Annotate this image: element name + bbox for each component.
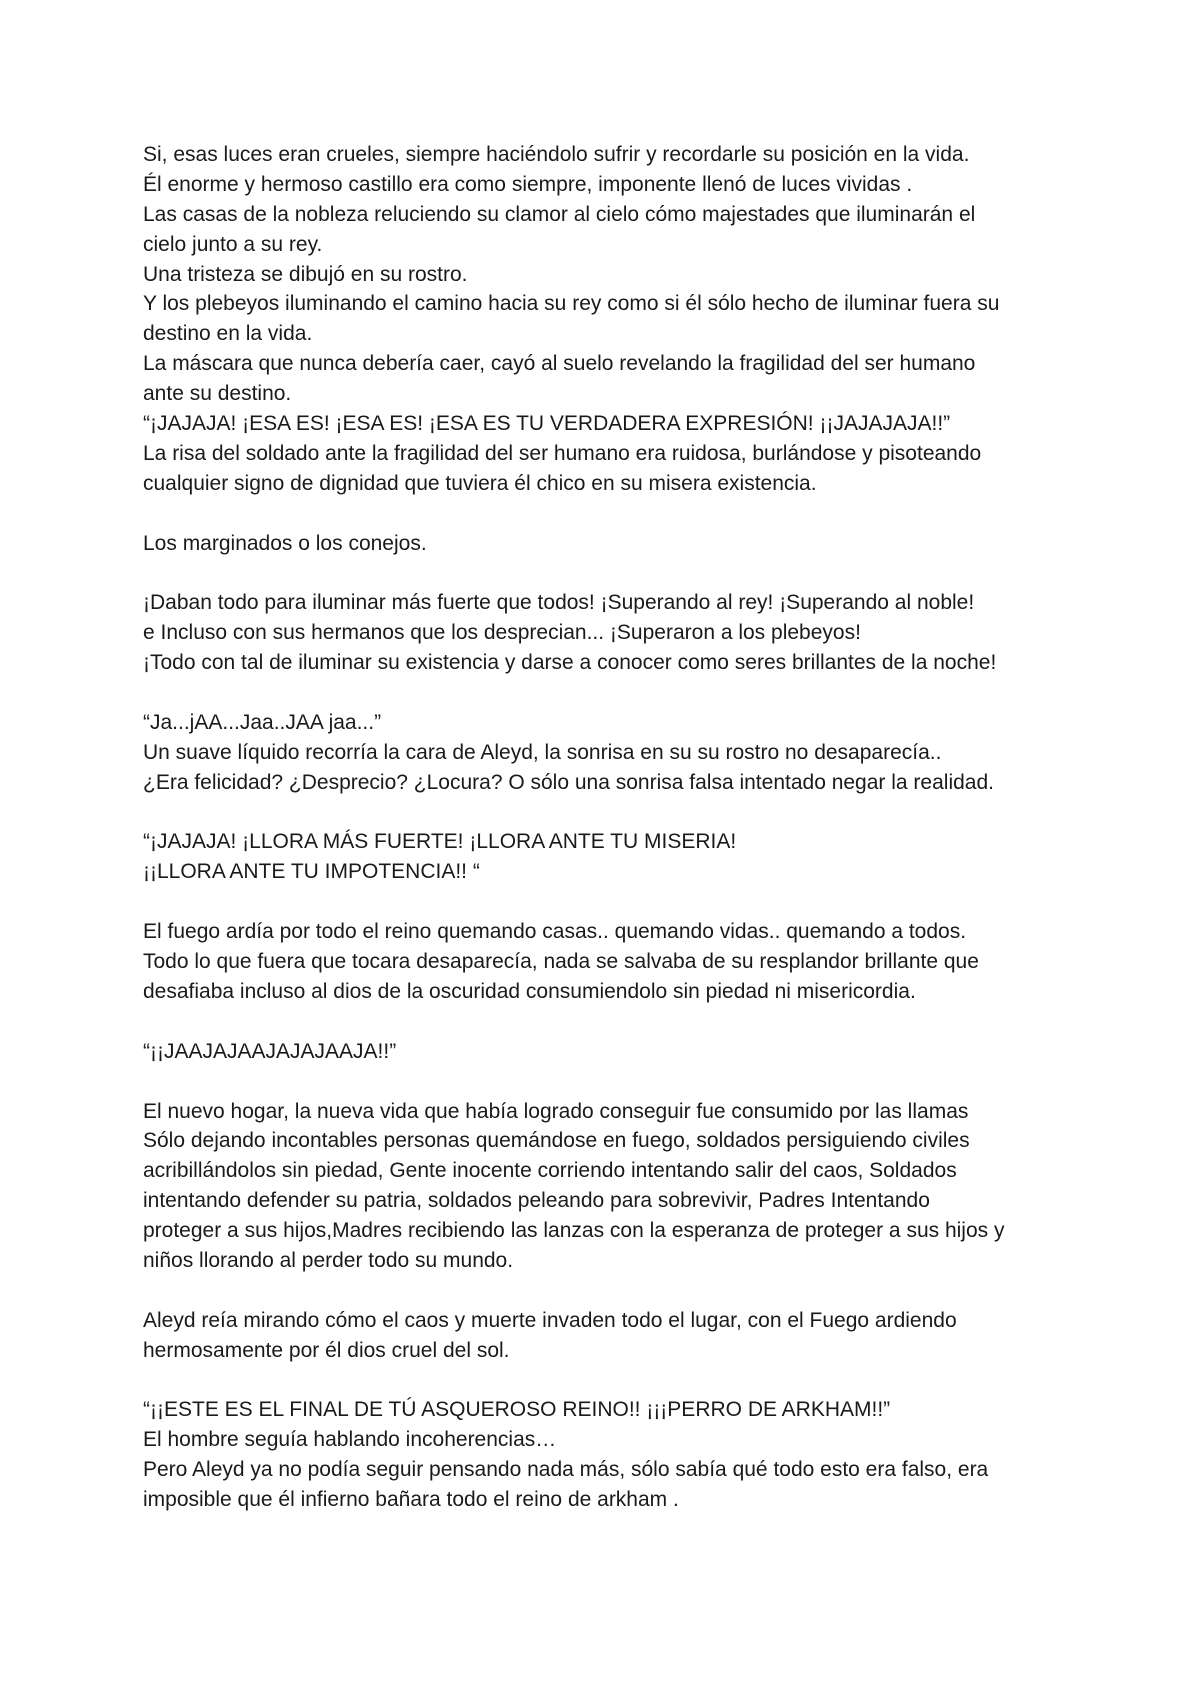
text-line: ¡Daban todo para iluminar más fuerte que todos! ¡Superando al rey! ¡Superando al noble! [143,591,975,615]
text-line: El hombre seguía hablando incoherencias… [143,1428,557,1452]
text-line: La risa del soldado ante la fragilidad del ser humano era ruidosa, burlándose y pisoteando [143,441,982,465]
paragraph-gap [143,1366,1063,1396]
text-line: Un suave líquido recorría la cara de Aleyd, la sonrisa en su su rostro no desaparecía.. [143,740,942,764]
text-line: proteger a sus hijos,Madres recibiendo las lanzas con la esperanza de proteger a sus hijos y [143,1219,1005,1243]
text-line: Si, esas luces eran crueles, siempre haciéndolo sufrir y recordarle su posición en la vida. [143,143,970,166]
text-line: Las casas de la nobleza reluciendo su clamor al cielo cómo majestades que iluminarán el [143,202,976,226]
text-line: “¡JAJAJA! ¡LLORA MÁS FUERTE! ¡LLORA ANTE TU MISERIA! [143,830,737,854]
text-line: destino en la vida. [143,322,313,346]
text-line: cualquier signo de dignidad que tuviera él chico en su misera existencia. [143,471,817,495]
text-line: Todo lo que fuera que tocara desaparecía, nada se salvaba de su resplandor brillante que [143,950,979,974]
text-line: imposible que él infierno bañara todo el reino de arkham . [143,1488,679,1512]
text-line: niños llorando al perder todo su mundo. [143,1248,514,1272]
text-line: e Incluso con sus hermanos que los desprecian... ¡Superaron a los plebeyos! [143,621,861,645]
text-line: ¡¡LLORA ANTE TU IMPOTENCIA!! “ [143,860,480,884]
text-line: Él enorme y hermoso castillo era como siempre, imponente llenó de luces vividas . [143,172,913,196]
text-line: intentando defender su patria, soldados peleando para sobrevivir, Padres Intentando [143,1189,930,1213]
text-line: Los marginados o los conejos. [143,531,427,555]
paragraph-gap [143,499,1063,529]
text-line: hermosamente por él dios cruel del sol. [143,1338,510,1362]
text-line: El nuevo hogar, la nueva vida que había logrado conseguir fue consumido por las llamas [143,1099,969,1123]
text-line: “Ja...jAA...Jaa..JAA jaa...” [143,710,382,734]
paragraph-gap [143,558,1063,588]
paragraph-gap [143,678,1063,708]
paragraph-gap [143,1007,1063,1037]
text-line: Sólo dejando incontables personas quemándose en fuego, soldados persiguiendo civiles [143,1129,970,1153]
paragraph-gap [143,1276,1063,1306]
text-line: desafiaba incluso al dios de la oscuridad consumiendolo sin piedad ni misericordia. [143,979,916,1003]
text-line: El fuego ardía por todo el reino quemando casas.. quemando vidas.. quemando a todos. [143,920,967,944]
document-text [143,140,1063,1515]
text-line: “¡JAJAJA! ¡ESA ES! ¡ESA ES! ¡ESA ES TU VERDADERA EXPRESIÓN! ¡¡JAJAJAJA!!” [143,412,951,436]
text-line: La máscara que nunca debería caer, cayó al suelo revelando la fragilidad del ser humano [143,352,976,376]
text-line: Aleyd reía mirando cómo el caos y muerte invaden todo el lugar, con el Fuego ardiendo [143,1308,957,1332]
text-line: ante su destino. [143,382,292,406]
paragraph-gap [143,1067,1063,1097]
text-line: ¿Era felicidad? ¿Desprecio? ¿Locura? O sólo una sonrisa falsa intentado negar la realidad. [143,770,994,794]
text-line: ¡Todo con tal de iluminar su existencia y darse a conocer como seres brillantes de la noche! [143,651,997,675]
paragraph-gap [143,798,1063,828]
text-line: cielo junto a su rey. [143,232,323,256]
text-line: “¡¡JAAJAJAAJAJAJAAJA!!” [143,1039,397,1063]
text-line: Pero Aleyd ya no podía seguir pensando nada más, sólo sabía qué todo esto era falso, era [143,1458,989,1482]
text-line: acribillándolos sin piedad, Gente inocente corriendo intentando salir del caos, Soldados [143,1159,957,1183]
paragraph-gap [143,887,1063,917]
text-line: Una tristeza se dibujó en su rostro. [143,262,468,286]
text-line: “¡¡ESTE ES EL FINAL DE TÚ ASQUEROSO REINO!! ¡¡¡PERRO DE ARKHAM!!” [143,1398,891,1422]
text-line: Y los plebeyos iluminando el camino hacia su rey como si él sólo hecho de iluminar fuera su [143,292,1000,316]
